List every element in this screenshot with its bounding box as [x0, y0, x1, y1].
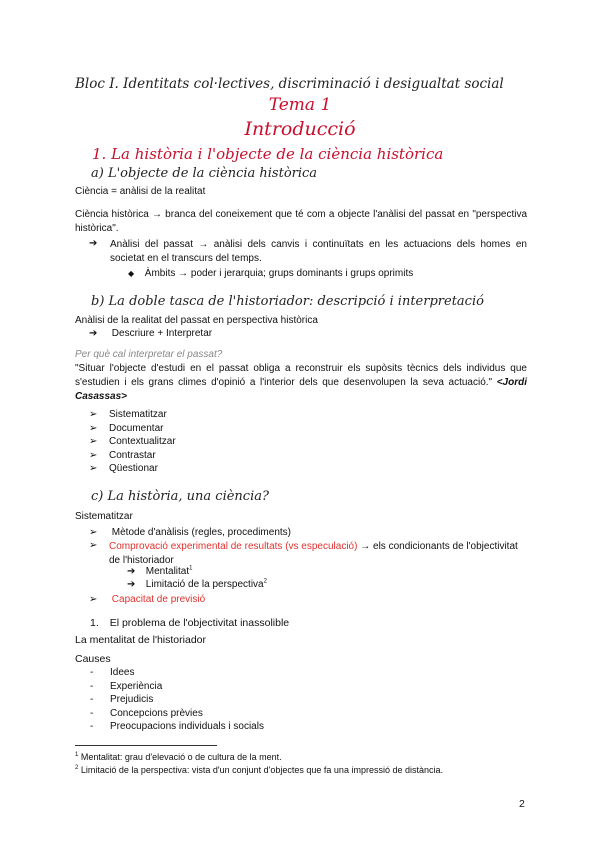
list-item: ➢ Contrastar: [89, 449, 156, 461]
list-item: ➢ Qüestionar: [89, 463, 158, 474]
sub-mentalitat: [127, 566, 192, 577]
page-number: 2: [519, 798, 525, 810]
sub-limitacio: [127, 579, 267, 590]
arrowhead-icon: ➢: [89, 527, 98, 538]
subsection-c-label: c): [91, 489, 104, 504]
numbered-problema-number: 1.: [90, 617, 99, 629]
section-1-title: La història i l'objecte de la ciència històrica: [111, 145, 444, 163]
list-item: - Concepcions prèvies: [90, 707, 203, 719]
page-title: Introducció: [244, 118, 356, 140]
causes-list: [90, 666, 264, 734]
paragraph-analisi-realitat: Anàlisi de la realitat del passat en perspectiva històrica: [75, 315, 318, 326]
subsection-a-label: a): [91, 166, 104, 181]
dash-icon: -: [90, 667, 94, 678]
arrowhead-icon: ➢: [89, 436, 98, 447]
footnote-1: [75, 752, 282, 762]
bullet-analisi-text: Anàlisi del passat → anàlisi dels canvis i continuïtats en les actuacions dels homes en societat en el transcurs del temps.: [110, 239, 527, 264]
list-item: - Prejudicis: [90, 694, 154, 705]
quote-text: "Situar l'objecte d'estudi en el passat obliga a reconstruir els supòsits tècnics dels individus que s'estudien i els grans climes d'opinió a l'interior dels que desenvolupen la seva actuació.": [75, 363, 527, 388]
tasks-list: [89, 408, 176, 476]
item-comprovacio-rest: → els condicionants de l'objectivitat de l'historiador: [109, 541, 518, 566]
arrow-icon: ➔: [127, 566, 136, 577]
tema-title: Tema 1: [268, 95, 332, 115]
sub-mentalitat-text: Mentalitat: [145, 566, 190, 577]
item-comprovacio: [89, 540, 529, 567]
subsection-c-heading: [91, 489, 269, 504]
subsection-b-label: b): [91, 294, 105, 309]
bullet-ambits-text: Àmbits → poder i jerarquia; grups dominants i grups oprimits: [144, 268, 414, 279]
arrowhead-icon: ➢: [89, 422, 98, 434]
numbered-problema: [90, 617, 289, 629]
bullet-ambits: [128, 268, 413, 279]
list-item: - Preocupacions individuals i socials: [90, 721, 264, 732]
list-item: - Idees: [90, 667, 135, 678]
arrowhead-icon: ➢: [89, 594, 98, 605]
question-interpretar: Per què cal interpretar el passat?: [75, 349, 223, 360]
footnote-2-text: Limitació de la perspectiva: vista d'un conjunt d'objectes que fa una impressió de distància.: [78, 765, 443, 775]
quote-casassas: [75, 362, 527, 404]
arrowhead-icon: ➢: [89, 409, 98, 420]
section-1-heading: [92, 145, 443, 163]
dash-icon: -: [90, 707, 94, 719]
footnote-ref-1[interactable]: 1: [189, 565, 193, 572]
quote-author: <Jordi Casassas>: [75, 377, 527, 402]
subsection-a-title: L'objecte de la ciència històrica: [107, 166, 318, 181]
paragraph-sistematitzar: Sistematitzar: [75, 511, 133, 522]
footnote-2: [75, 765, 443, 775]
heading-causes: Causes: [75, 653, 111, 665]
arrowhead-icon: ➢: [89, 449, 98, 461]
footnote-1-number: 1: [75, 752, 79, 758]
subsection-b-title: La doble tasca de l'historiador: descripció i interpretació: [108, 294, 484, 309]
arrow-icon: ➔: [89, 328, 98, 339]
paragraph-ciencia-historica: Ciència històrica → branca del coneixement que té com a objecte l'anàlisi del passat en "perspectiva històrica".: [75, 209, 527, 234]
paragraph-ciencia: Ciència = anàlisi de la realitat: [75, 186, 206, 197]
heading-mentalitat: La mentalitat de l'historiador: [75, 634, 206, 646]
numbered-problema-text: El problema de l'objectivitat inassolible: [109, 617, 290, 629]
item-comprovacio-red: Comprovació experimental de resultats (vs especulació): [109, 541, 358, 552]
bullet-descriure-text: Descriure + Interpretar: [111, 328, 213, 339]
list-item: ➢ Sistematitzar: [89, 409, 167, 420]
list-item: ➢ Documentar: [89, 422, 164, 434]
footnote-2-number: 2: [75, 765, 79, 771]
footnote-ref-2[interactable]: 2: [263, 578, 267, 585]
subsection-b-heading: [91, 294, 484, 309]
subsection-a-heading: [91, 166, 317, 181]
arrowhead-icon: ➢: [89, 463, 98, 474]
bloc-title: Bloc I. Identitats col·lectives, discriminació i desigualtat social: [75, 76, 504, 92]
dash-icon: -: [90, 694, 94, 705]
list-item: - Experiència: [90, 680, 163, 692]
footnote-1-text: Mentalitat: grau d'elevació o de cultura de la ment.: [78, 752, 282, 762]
arrowhead-icon: ➢: [89, 540, 98, 551]
sub-limitacio-text: Limitació de la perspectiva: [145, 579, 264, 590]
diamond-icon: ◆: [128, 269, 135, 278]
subsection-c-title: La història, una ciència?: [107, 489, 269, 504]
bullet-descriure: [89, 328, 212, 339]
footnote-divider: [75, 745, 217, 746]
section-1-number: 1.: [92, 145, 107, 163]
dash-icon: -: [90, 680, 94, 692]
dash-icon: -: [90, 721, 94, 732]
item-metode: [89, 527, 291, 538]
bullet-analisi: [89, 238, 527, 266]
item-previsio: [89, 594, 205, 605]
arrow-icon: ➔: [127, 579, 136, 590]
list-item: ➢ Contextualitzar: [89, 436, 176, 447]
arrow-icon: ➔: [89, 238, 98, 249]
item-metode-text: Mètode d'anàlisis (regles, procediments): [111, 527, 291, 538]
item-previsio-text: Capacitat de previsió: [111, 594, 206, 605]
